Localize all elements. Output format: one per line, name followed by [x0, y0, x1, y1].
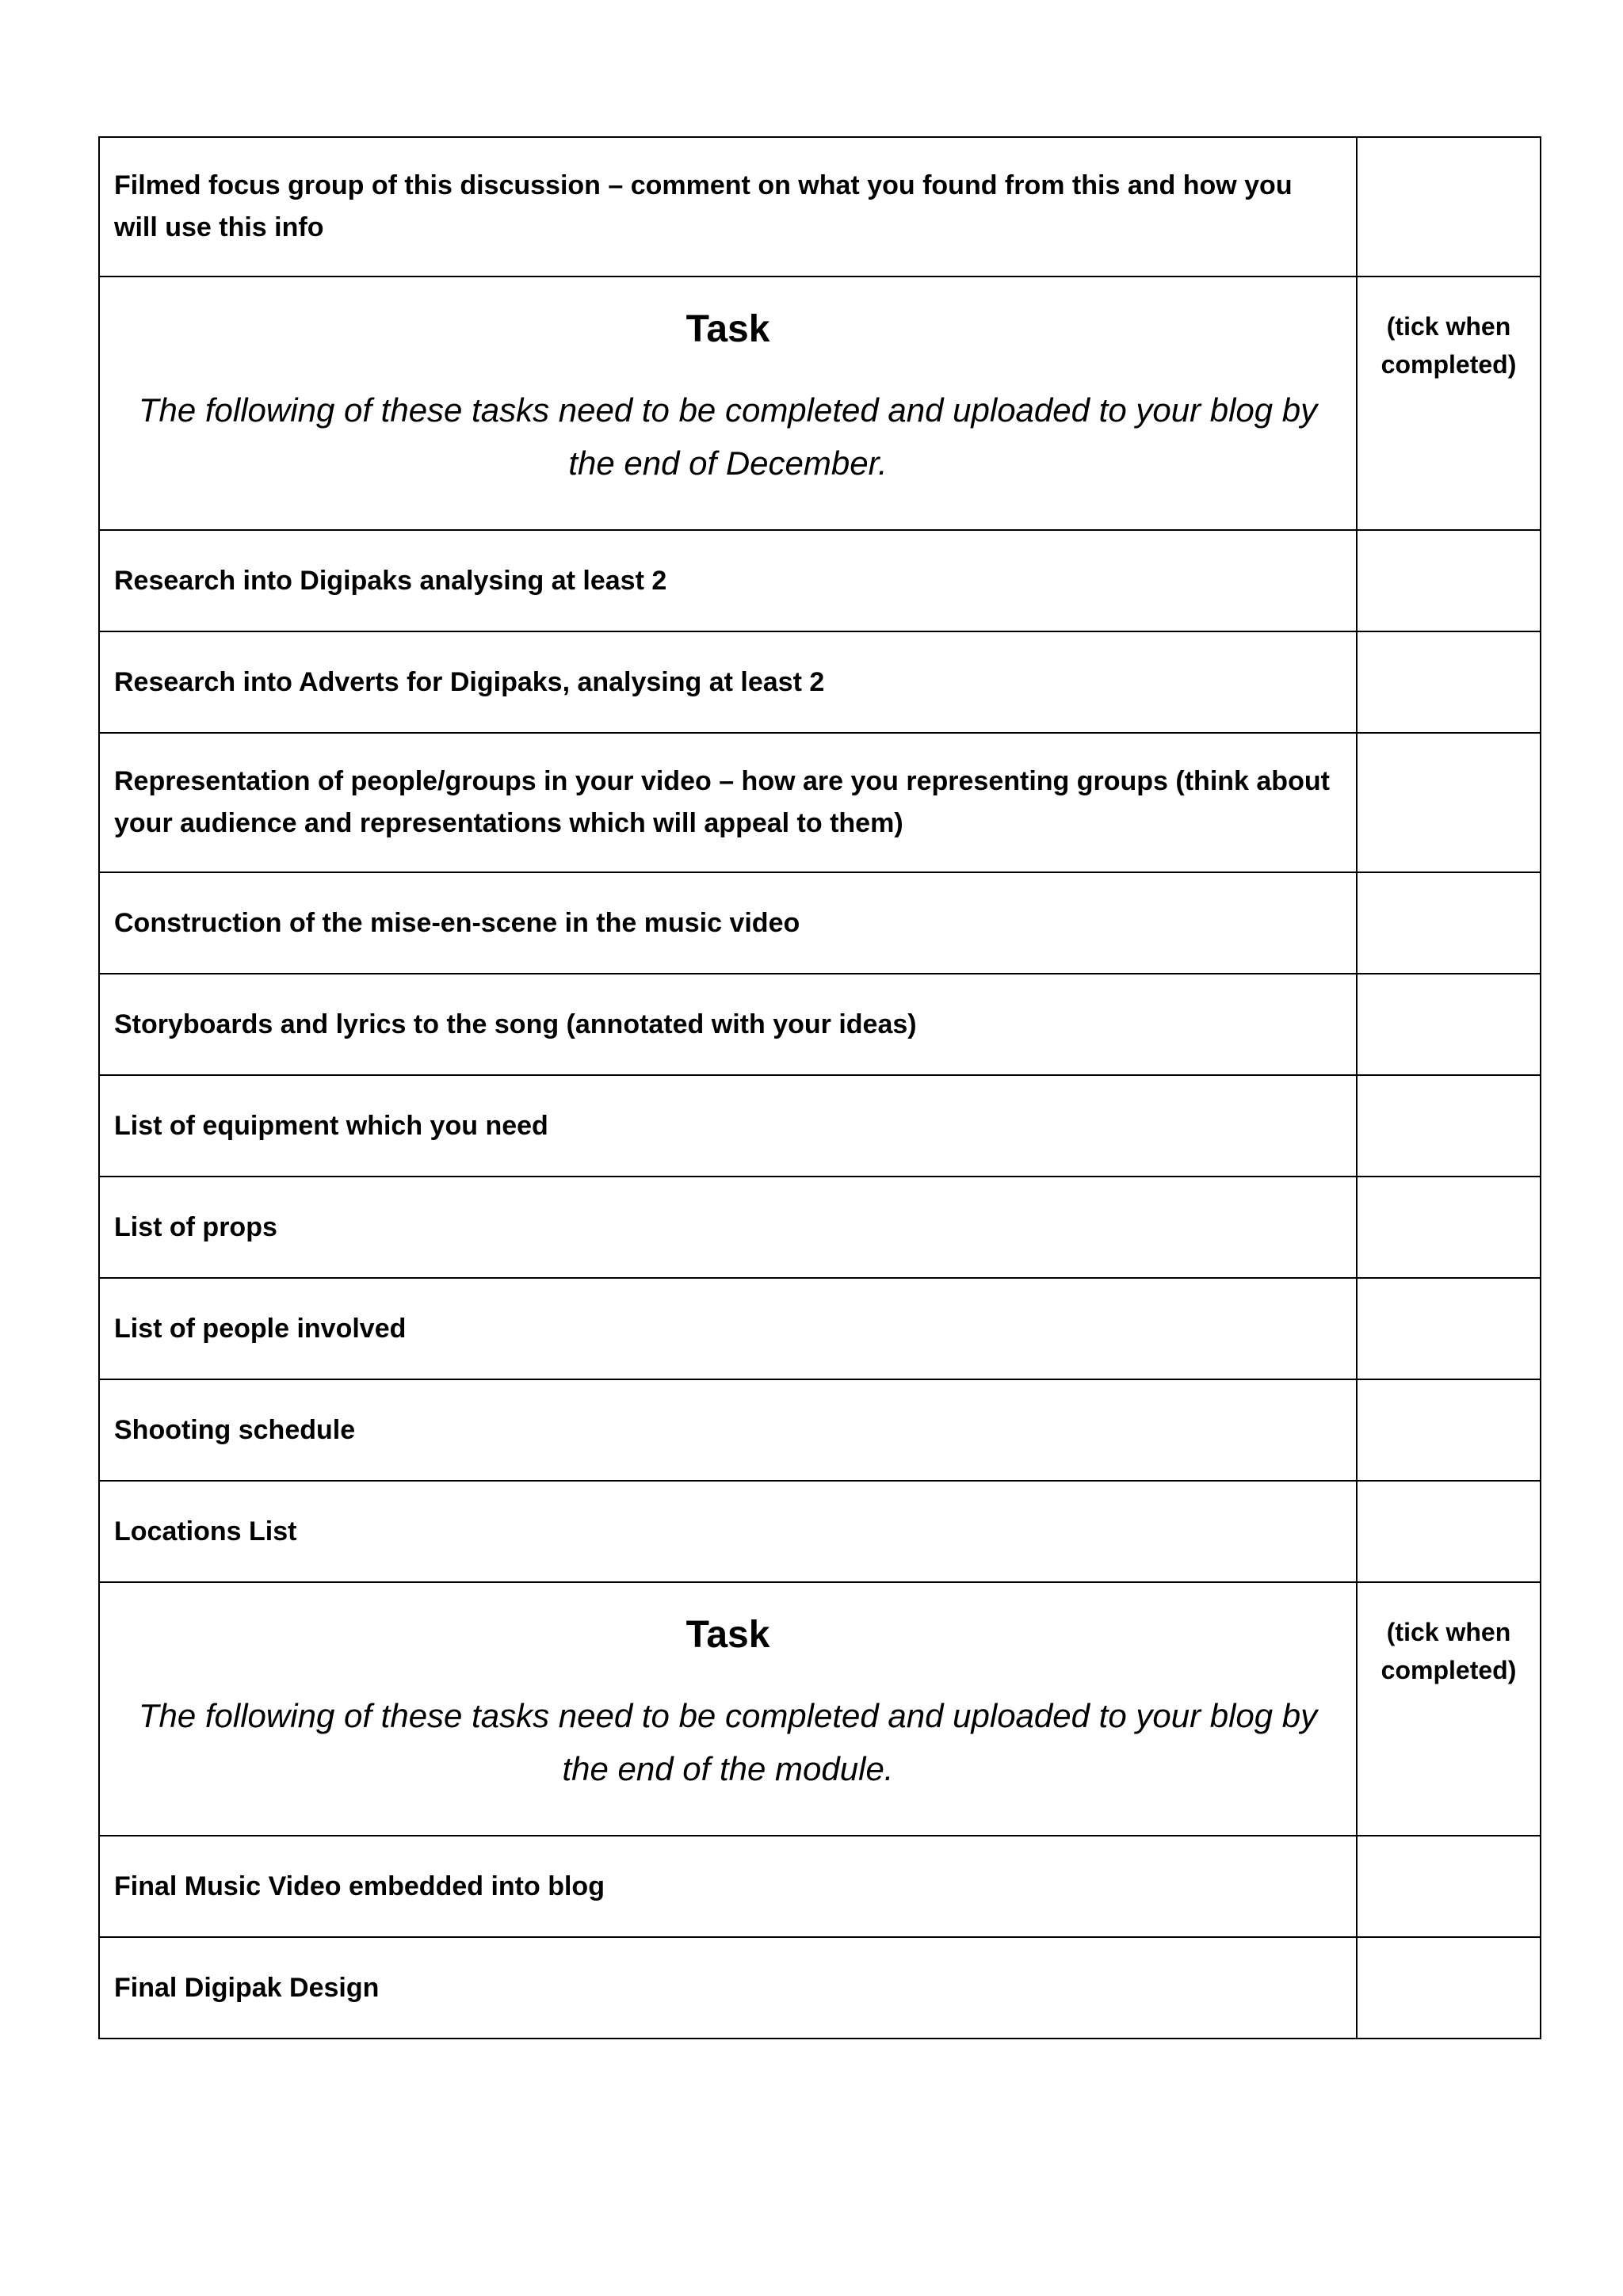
task-cell — [99, 1075, 1357, 1177]
task-cell — [99, 631, 1357, 733]
tick-cell[interactable] — [1357, 1075, 1541, 1177]
task-cell — [99, 530, 1357, 631]
tick-cell[interactable] — [1357, 974, 1541, 1075]
task-label: Final Music Video embedded into blog — [114, 1871, 605, 1901]
table-row — [99, 1836, 1541, 1937]
task-label: Research into Adverts for Digipaks, analysing at least 2 — [114, 666, 825, 697]
table-row — [99, 733, 1541, 872]
section-subtitle: The following of these tasks need to be completed and uploaded to your blog by the end of December. — [138, 391, 1318, 482]
tick-cell[interactable] — [1357, 530, 1541, 631]
tick-note: (tick when completed) — [1381, 312, 1517, 379]
task-label: Representation of people/groups in your video – how are you representing groups (think about your audience and representations which will appeal to them) — [114, 766, 1330, 838]
tick-cell[interactable] — [1357, 1278, 1541, 1379]
task-cell — [99, 872, 1357, 974]
task-cell — [99, 974, 1357, 1075]
table-row — [99, 631, 1541, 733]
section-title: Task — [685, 308, 770, 350]
section-header-row — [99, 1582, 1541, 1836]
task-label: Construction of the mise-en-scene in the music video — [114, 907, 800, 938]
section-header-cell — [99, 1582, 1357, 1836]
tick-cell[interactable] — [1357, 733, 1541, 872]
tick-cell[interactable] — [1357, 1379, 1541, 1481]
section-header-row — [99, 277, 1541, 530]
tick-note: (tick when completed) — [1381, 1618, 1517, 1684]
task-label: Locations List — [114, 1516, 297, 1547]
task-cell — [99, 1481, 1357, 1582]
tick-cell[interactable] — [1357, 631, 1541, 733]
table-row — [99, 1278, 1541, 1379]
task-label: Filmed focus group of this discussion – comment on what you found from this and how you will use this info — [114, 170, 1293, 242]
task-cell — [99, 137, 1357, 277]
tick-cell[interactable] — [1357, 1177, 1541, 1278]
tick-cell[interactable] — [1357, 1937, 1541, 2039]
section-subtitle: The following of these tasks need to be completed and uploaded to your blog by the end of the module. — [138, 1697, 1318, 1787]
task-label: Final Digipak Design — [114, 1972, 380, 2003]
task-label: List of equipment which you need — [114, 1110, 548, 1141]
task-cell — [99, 1379, 1357, 1481]
table-row — [99, 530, 1541, 631]
task-label: Storyboards and lyrics to the song (annotated with your ideas) — [114, 1009, 917, 1039]
table-row — [99, 1075, 1541, 1177]
tick-header-cell — [1357, 277, 1541, 530]
task-label: List of props — [114, 1211, 277, 1242]
tick-cell[interactable] — [1357, 872, 1541, 974]
task-checklist-table — [98, 136, 1541, 2039]
table-row — [99, 974, 1541, 1075]
tick-cell[interactable] — [1357, 1836, 1541, 1937]
task-cell — [99, 733, 1357, 872]
table-row — [99, 872, 1541, 974]
task-cell — [99, 1937, 1357, 2039]
tick-cell[interactable] — [1357, 137, 1541, 277]
task-label: Shooting schedule — [114, 1414, 356, 1445]
task-label: Research into Digipaks analysing at least 2 — [114, 565, 667, 596]
section-header-cell — [99, 277, 1357, 530]
task-label: List of people involved — [114, 1313, 407, 1344]
table-row — [99, 1937, 1541, 2039]
table-row — [99, 1177, 1541, 1278]
task-cell — [99, 1836, 1357, 1937]
tick-header-cell — [1357, 1582, 1541, 1836]
table-row — [99, 1379, 1541, 1481]
task-cell — [99, 1177, 1357, 1278]
task-cell — [99, 1278, 1357, 1379]
table-row — [99, 137, 1541, 277]
section-title: Task — [685, 1614, 770, 1656]
table-row — [99, 1481, 1541, 1582]
tick-cell[interactable] — [1357, 1481, 1541, 1582]
